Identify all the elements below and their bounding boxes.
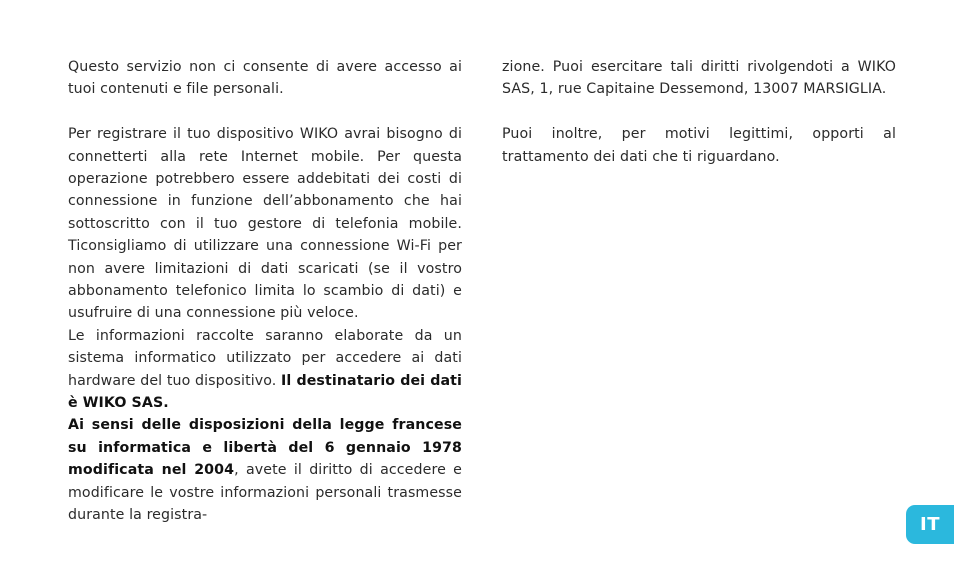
language-badge: IT <box>906 505 954 544</box>
objection-paragraph: Puoi inoltre, per motivi legittimi, opporti al trattamento dei dati che ti riguardano. <box>502 126 896 165</box>
law-reference-text: Ai sensi delle disposizioni della legge francese su informatica e libertà del 6 gennaio 1978 modificata nel 2004 <box>68 417 462 479</box>
rights-continuation-paragraph: zione. Puoi esercitare tali diritti rivolgendoti a WIKO SAS, 1, rue Capitaine Dessemond, 13007 MARSIGLIA. <box>502 59 896 98</box>
data-processing-paragraph <box>68 325 462 415</box>
right-text-column <box>502 56 896 168</box>
registration-paragraph: Per registrare il tuo dispositivo WIKO avrai bisogno di connetterti alla rete Internet mobile. Per questa operazione potrebbero essere addebitati dei costi di connessione in funzione dell’abbonamento che hai sottoscritto con il tuo gestore di telefonia mobile. Ticonsigliamo di utilizzare una connessione Wi-Fi per non avere limitazioni di dati scaricati (se il vostro abbonamento telefonico limita lo scambio di dati) e usufruire di una connessione più veloce. <box>68 126 462 322</box>
legal-rights-paragraph <box>68 414 462 526</box>
data-recipient-text: Il destinatario dei dati è WIKO SAS. <box>68 372 462 412</box>
privacy-paragraph-1: Questo servizio non ci consente di avere accesso ai tuoi contenuti e file personali. <box>68 59 462 98</box>
rights-text: , avete il diritto di accedere e modificare le vostre informazioni personali trasmesse durante la registra- <box>68 462 462 524</box>
data-processing-text: Le informazioni raccolte saranno elaborate da un sistema informatico utilizzato per accedere ai dati hardware del tuo dispositivo. <box>68 327 462 389</box>
left-text-column <box>68 56 462 527</box>
